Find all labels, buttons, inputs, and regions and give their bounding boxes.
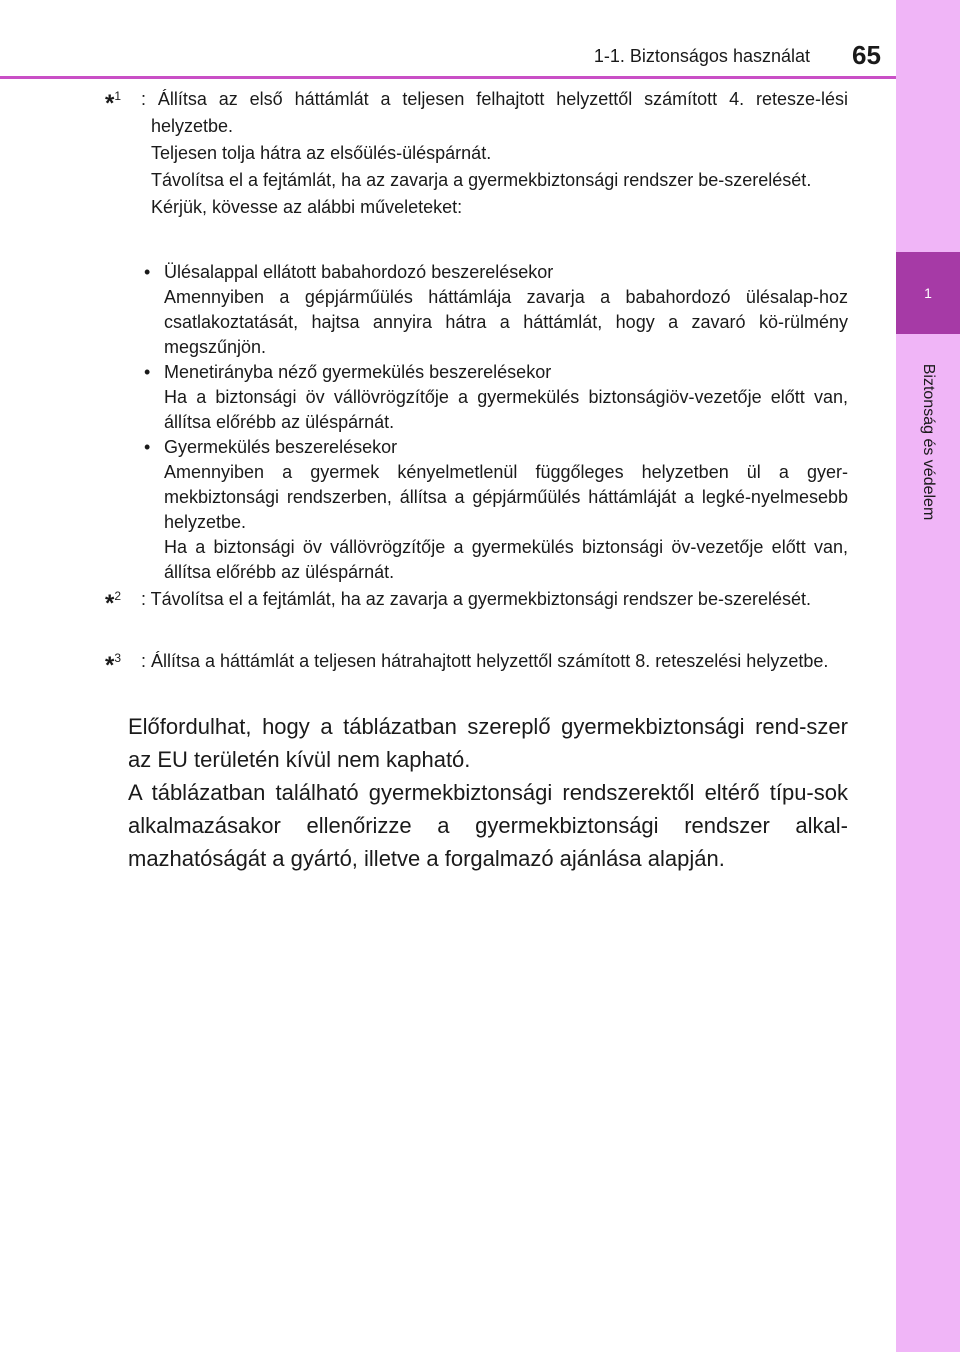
footnote-marker (105, 586, 121, 615)
bullet-heading: Gyermekülés beszerelésekor (164, 437, 398, 457)
footnote-text: : Állítsa az első háttámlát a teljesen felhajtott helyzettől számított 4. retesze-lési helyzetbe. (141, 89, 848, 136)
footnote-number: 1 (114, 89, 122, 103)
body-paragraph: A táblázatban található gyermekbiztonsági rendszerektől eltérő típu-sok alkalmazásakor ellenőrizze a gyermekbiztonsági rendszer alkal-mazhatóságát a gyártó, illetve a forgalmazó ajánlása alapján. (128, 780, 848, 871)
chapter-number: 1 (924, 285, 932, 301)
list-item (144, 360, 848, 435)
bullet-text: Ha a biztonsági öv vállövrögzítője a gyermekülés biztonsági öv-vezetője előtt van, állítsa előrébb az üléspárnát. (164, 537, 848, 582)
bullet-icon: • (144, 362, 151, 382)
chapter-title-vertical: Biztonság és védelem (920, 363, 937, 521)
bullet-heading: Menetirányba néző gyermekülés beszerelésekor (164, 362, 552, 382)
body-paragraph: Előfordulhat, hogy a táblázatban szereplő gyermekbiztonsági rend-szer az EU területén kívül nem kapható. (128, 714, 848, 772)
footnote-marker (105, 648, 121, 677)
footnote-text: Távolítsa el a fejtámlát, ha az zavarja a gyermekbiztonsági rendszer be-szerelését. (151, 170, 812, 190)
asterisk-mark: * (105, 590, 115, 617)
footnote-number: 3 (114, 651, 122, 665)
bullet-icon: • (144, 262, 151, 282)
bullet-list (144, 260, 848, 585)
asterisk-mark: * (105, 652, 115, 679)
footnote-text: Teljesen tolja hátra az elsőülés-üléspárnát. (151, 143, 492, 163)
footnote-number: 2 (114, 589, 122, 603)
header-rule (0, 76, 896, 79)
list-item (144, 260, 848, 360)
footnote-2 (105, 586, 848, 617)
list-item (144, 435, 848, 585)
bullet-text: Ha a biztonsági öv vállövrögzítője a gyermekülés biztonságiöv-vezetője előtt van, állítsa előrébb az üléspárnát. (164, 387, 848, 432)
asterisk-mark: * (105, 90, 115, 117)
bullet-heading: Ülésalappal ellátott babahordozó beszerelésekor (164, 262, 554, 282)
footnote-1 (105, 86, 848, 221)
section-title: 1-1. Biztonságos használat (593, 46, 810, 66)
bullet-text: Amennyiben a gyermek kényelmetlenül függőleges helyzetben ül a gyer-mekbiztonsági rendszerben, állítsa a gépjárműülés háttámláját a legké-nyelmesebb helyzetbe. (164, 462, 848, 532)
footnote-text: : Távolítsa el a fejtámlát, ha az zavarja a gyermekbiztonsági rendszer be-szerelését. (141, 589, 811, 609)
footnote-marker (105, 86, 121, 115)
chapter-sidebar (896, 0, 960, 1352)
chapter-number-tab[interactable] (896, 252, 960, 334)
bullet-text: Amennyiben a gépjárműülés háttámlája zavarja a babahordozó ülésalap-hoz csatlakoztatását, hajtsa annyira hátra a háttámlát, hogy a zavaró kö-rülmény megszűnjön. (164, 287, 848, 357)
page-number: 65 (852, 40, 881, 70)
bullet-icon: • (144, 437, 151, 457)
footnote-text: : Állítsa a háttámlát a teljesen hátrahajtott helyzettől számított 8. reteszelési helyzetbe. (141, 651, 829, 671)
footnote-text: Kérjük, kövesse az alábbi műveleteket: (151, 197, 463, 217)
footnote-3 (105, 648, 848, 679)
